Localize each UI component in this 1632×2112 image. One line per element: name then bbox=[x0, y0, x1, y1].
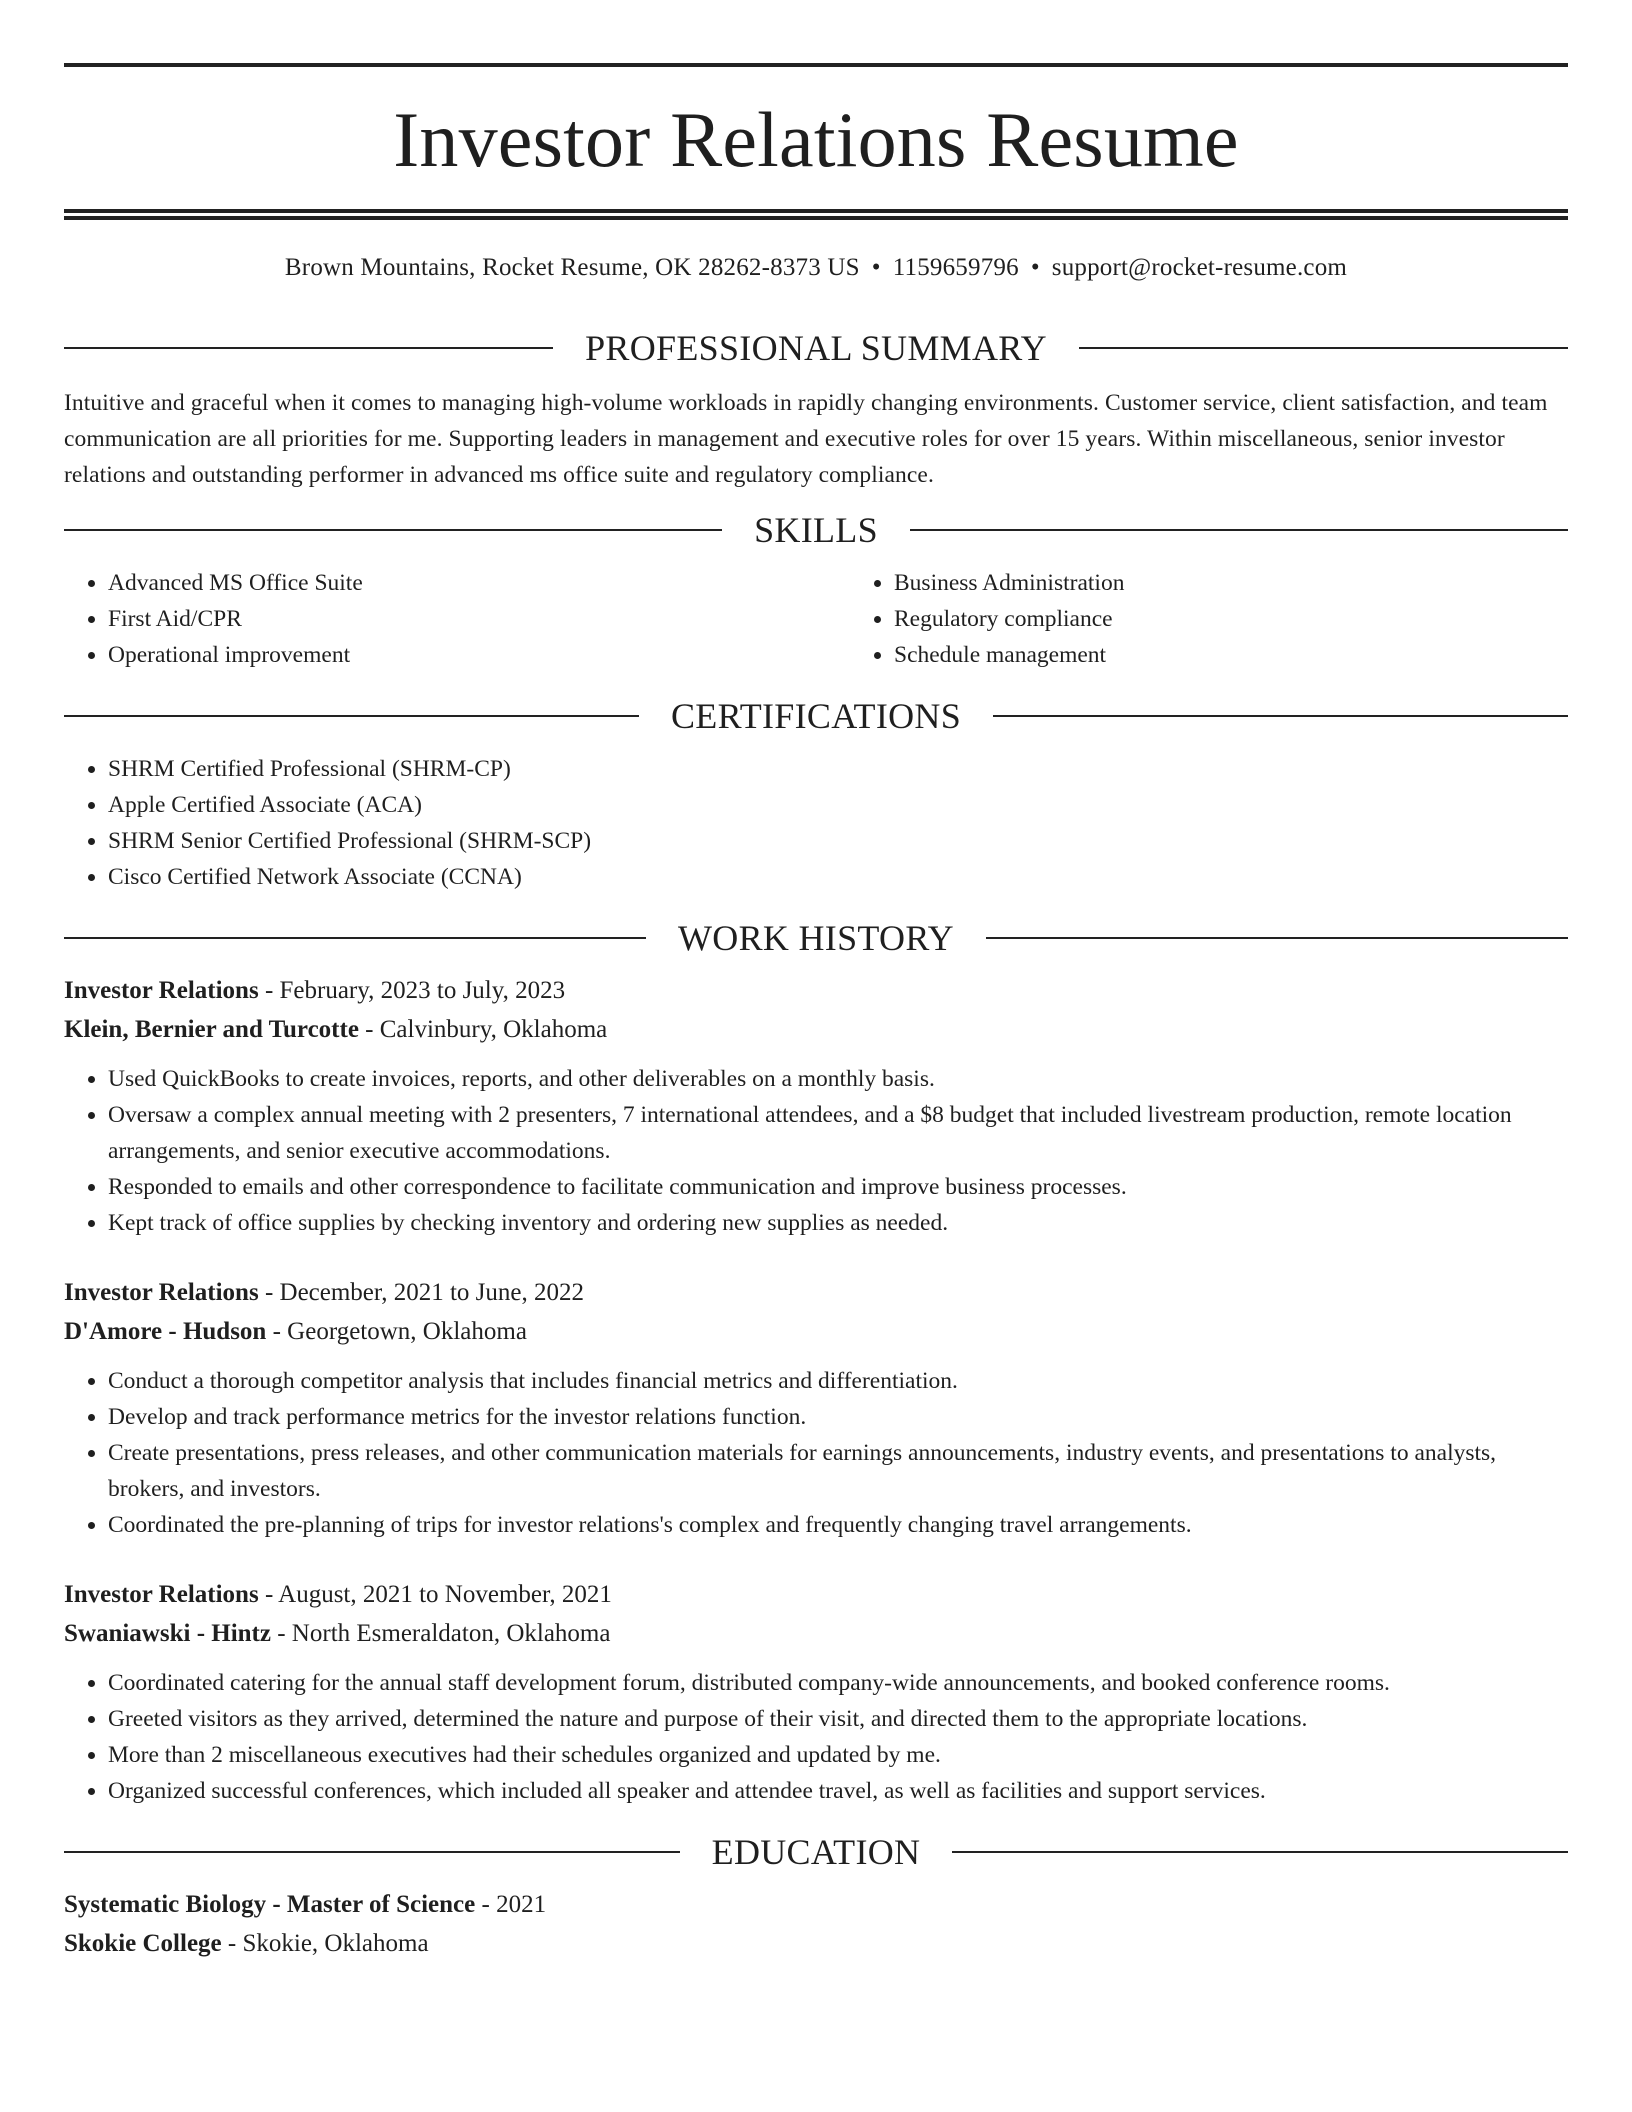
list-item: • Schedule management bbox=[894, 637, 1632, 673]
contact-address: Brown Mountains, Rocket Resume, OK 28262-8373 US bbox=[284, 254, 860, 281]
job-company: Klein, Bernier and Turcotte bbox=[64, 1016, 359, 1043]
job-dates: - August, 2021 to November, 2021 bbox=[258, 1581, 612, 1608]
top-rule bbox=[64, 63, 1568, 67]
section-heading-label: CERTIFICATIONS bbox=[670, 696, 962, 736]
contact-email[interactable]: support@rocket-resume.com bbox=[1051, 254, 1348, 281]
list-item: • Coordinated catering for the annual staff development forum, distributed company-wide announcements, and booked conference rooms. bbox=[108, 1665, 1568, 1701]
summary-text: Intuitive and graceful when it comes to managing high-volume workloads in rapidly changing environments. Customer service, client satisfaction, and team communication are all priorities for me. Supporting leaders in management and executive roles for over 15 years. Within miscellaneous, senior investor relations and outstanding performer in advanced ms office suite and regulatory compliance. bbox=[64, 390, 1548, 488]
job-title-line bbox=[64, 971, 1568, 1010]
heading-rule bbox=[1079, 347, 1568, 349]
job-bullets bbox=[64, 1363, 1568, 1543]
job-entry bbox=[64, 1575, 1568, 1809]
certifications-list bbox=[64, 751, 1568, 895]
job-company-line bbox=[64, 1312, 1568, 1351]
heading-rule bbox=[952, 1851, 1568, 1853]
education-year: - 2021 bbox=[475, 1891, 547, 1918]
list-item: • Apple Certified Associate (ACA) bbox=[108, 787, 1568, 823]
job-entry bbox=[64, 971, 1568, 1241]
education-school-line bbox=[64, 1924, 1568, 1963]
job-title-line bbox=[64, 1575, 1568, 1614]
heading-rule bbox=[64, 715, 639, 717]
contact-separator: • bbox=[1030, 254, 1040, 281]
list-item: • Cisco Certified Network Associate (CCNA) bbox=[108, 859, 1568, 895]
list-item: • First Aid/CPR bbox=[108, 601, 850, 637]
contact-line bbox=[64, 254, 1568, 282]
skills-list bbox=[64, 565, 1568, 673]
section-heading-label: SKILLS bbox=[754, 510, 878, 550]
list-item: • Used QuickBooks to create invoices, reports, and other deliverables on a monthly basis. bbox=[108, 1061, 1568, 1097]
contact-phone: 1159659796 bbox=[892, 254, 1019, 281]
job-title: Investor Relations bbox=[64, 977, 259, 1004]
heading-rule bbox=[64, 1851, 680, 1853]
education-location: - Skokie, Oklahoma bbox=[221, 1930, 429, 1957]
list-item: • Coordinated the pre-planning of trips for investor relations's complex and frequently changing travel arrangements. bbox=[108, 1507, 1568, 1543]
section-heading-label: PROFESSIONAL SUMMARY bbox=[585, 328, 1047, 368]
heading-rule bbox=[64, 529, 722, 531]
list-item: • Advanced MS Office Suite bbox=[108, 565, 850, 601]
section-heading-certifications bbox=[64, 695, 1568, 737]
section-heading-education bbox=[64, 1831, 1568, 1873]
job-title-line bbox=[64, 1273, 1568, 1312]
education-entry bbox=[64, 1885, 1568, 1963]
skills-column-right bbox=[850, 565, 1632, 673]
education-degree: Systematic Biology - Master of Science bbox=[64, 1891, 476, 1918]
list-item: • More than 2 miscellaneous executives had their schedules organized and updated by me. bbox=[108, 1737, 1568, 1773]
contact-separator: • bbox=[871, 254, 881, 281]
section-heading-label: EDUCATION bbox=[711, 1832, 921, 1872]
list-item: • Oversaw a complex annual meeting with 2 presenters, 7 international attendees, and a $8 budget that included livestream production, remote location arrangements, and senior executive accommodations. bbox=[108, 1097, 1568, 1169]
job-company-line bbox=[64, 1614, 1568, 1653]
job-location: - Calvinbury, Oklahoma bbox=[358, 1016, 608, 1043]
heading-rule bbox=[64, 347, 553, 349]
list-item: • Kept track of office supplies by checking inventory and ordering new supplies as needed. bbox=[108, 1205, 1568, 1241]
job-company-line bbox=[64, 1010, 1568, 1049]
list-item: • Greeted visitors as they arrived, determined the nature and purpose of their visit, and directed them to the appropriate locations. bbox=[108, 1701, 1568, 1737]
education-degree-line bbox=[64, 1885, 1568, 1924]
page-title: Investor Relations Resume bbox=[393, 96, 1239, 183]
list-item: • Business Administration bbox=[894, 565, 1632, 601]
heading-rule bbox=[993, 715, 1568, 717]
job-bullets bbox=[64, 1665, 1568, 1809]
job-location: - North Esmeraldaton, Oklahoma bbox=[270, 1620, 611, 1647]
job-title: Investor Relations bbox=[64, 1581, 259, 1608]
heading-rule bbox=[910, 529, 1568, 531]
list-item: • Create presentations, press releases, and other communication materials for earnings announcements, industry events, and presentations to analysts, brokers, and investors. bbox=[108, 1435, 1568, 1507]
section-heading-skills bbox=[64, 509, 1568, 551]
education-school: Skokie College bbox=[64, 1930, 222, 1957]
job-entry bbox=[64, 1273, 1568, 1543]
list-item: • Conduct a thorough competitor analysis that includes financial metrics and differentiation. bbox=[108, 1363, 1568, 1399]
list-item: • SHRM Senior Certified Professional (SHRM-SCP) bbox=[108, 823, 1568, 859]
list-item: • SHRM Certified Professional (SHRM-CP) bbox=[108, 751, 1568, 787]
job-title: Investor Relations bbox=[64, 1279, 259, 1306]
list-item: • Operational improvement bbox=[108, 637, 850, 673]
section-heading-label: WORK HISTORY bbox=[678, 918, 954, 958]
title-double-rule bbox=[64, 209, 1568, 220]
skills-column-left bbox=[64, 565, 850, 673]
job-dates: - December, 2021 to June, 2022 bbox=[258, 1279, 584, 1306]
list-item: • Organized successful conferences, which included all speaker and attendee travel, as well as facilities and support services. bbox=[108, 1773, 1568, 1809]
job-bullets bbox=[64, 1061, 1568, 1241]
list-item: • Regulatory compliance bbox=[894, 601, 1632, 637]
list-item: • Develop and track performance metrics for the investor relations function. bbox=[108, 1399, 1568, 1435]
list-item: • Responded to emails and other correspondence to facilitate communication and improve business processes. bbox=[108, 1169, 1568, 1205]
job-dates: - February, 2023 to July, 2023 bbox=[258, 977, 566, 1004]
job-location: - Georgetown, Oklahoma bbox=[266, 1318, 527, 1345]
job-company: D'Amore - Hudson bbox=[64, 1318, 267, 1345]
heading-rule bbox=[64, 937, 646, 939]
job-company: Swaniawski - Hintz bbox=[64, 1620, 271, 1647]
heading-rule bbox=[986, 937, 1568, 939]
section-heading-summary bbox=[64, 327, 1568, 369]
section-heading-work-history bbox=[64, 917, 1568, 959]
